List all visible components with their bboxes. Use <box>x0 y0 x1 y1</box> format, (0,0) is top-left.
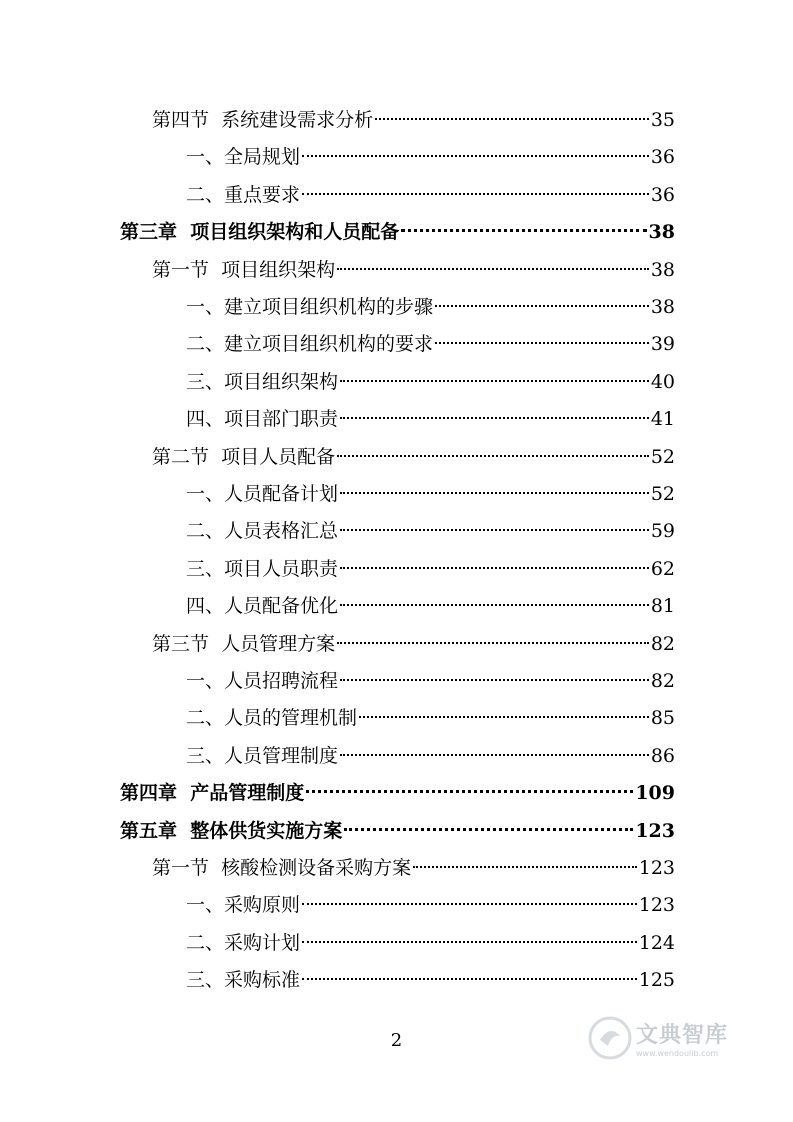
toc-section-entry[interactable] <box>152 105 675 135</box>
toc-entry-page: 86 <box>650 744 675 767</box>
dot-leader <box>340 529 649 531</box>
toc-entry-title: 一、建立项目组织机构的步骤 <box>186 296 434 318</box>
toc-entry-title: 三、项目组织架构 <box>186 370 339 393</box>
toc-entry-page: 62 <box>650 557 675 580</box>
dot-leader <box>340 754 649 756</box>
toc-entry-page: 41 <box>650 408 675 431</box>
toc-entry-title: 第五章 整体供货实施方案 <box>120 819 343 842</box>
toc-entry-title: 二、重点要求 <box>186 183 301 206</box>
toc-entry-title: 第三节 人员管理方案 <box>152 632 336 655</box>
toc-item-entry[interactable] <box>186 479 675 509</box>
toc-item-entry[interactable] <box>186 180 675 210</box>
toc-item-entry[interactable] <box>186 741 675 771</box>
dot-leader <box>435 342 649 344</box>
toc-entry-page: 82 <box>650 670 675 692</box>
dot-leader <box>337 455 649 457</box>
toc-entry-title: 二、采购计划 <box>186 931 301 954</box>
toc-entry-title: 三、采购标准 <box>186 969 301 992</box>
dot-leader <box>359 716 649 718</box>
toc-chapter-entry[interactable] <box>120 217 675 247</box>
toc-entry-page: 123 <box>638 857 675 879</box>
toc-entry-page: 123 <box>638 894 675 917</box>
dot-leader <box>413 866 637 868</box>
toc-item-entry[interactable] <box>186 516 675 546</box>
toc-item-entry[interactable] <box>186 890 675 920</box>
toc-entry-page: 38 <box>650 296 675 318</box>
toc-item-entry[interactable] <box>186 666 675 696</box>
toc-entry-page: 40 <box>650 370 675 393</box>
toc-entry-page: 52 <box>650 483 675 505</box>
dot-leader <box>340 604 649 606</box>
toc-entry-page: 38 <box>650 258 675 281</box>
toc-entry-page: 81 <box>650 595 675 618</box>
toc-item-entry[interactable] <box>186 591 675 621</box>
toc-entry-page: 39 <box>650 333 675 356</box>
dot-leader <box>302 978 637 980</box>
toc-chapter-entry[interactable] <box>120 816 675 846</box>
dot-leader <box>340 567 649 569</box>
toc-entry-page: 38 <box>648 221 675 244</box>
page-number: 2 <box>390 1030 403 1051</box>
toc-entry-title: 第四节 系统建设需求分析 <box>152 109 374 131</box>
dot-leader <box>401 229 646 232</box>
toc-entry-title: 二、建立项目组织机构的要求 <box>186 333 434 356</box>
toc-entry-title: 一、人员配备计划 <box>186 483 339 505</box>
dot-leader <box>337 268 649 270</box>
toc-item-entry[interactable] <box>186 703 675 733</box>
dot-leader <box>337 642 649 644</box>
toc-section-entry[interactable] <box>152 629 675 659</box>
toc-entry-page: 52 <box>650 445 675 468</box>
dot-leader <box>302 155 649 157</box>
toc-entry-title: 第三章 项目组织架构和人员配备 <box>120 221 400 244</box>
toc-item-entry[interactable] <box>186 404 675 434</box>
toc-item-entry[interactable] <box>186 928 675 958</box>
dot-leader <box>435 305 649 307</box>
dot-leader <box>340 679 649 681</box>
toc-entry-page: 85 <box>650 707 675 730</box>
dot-leader <box>340 380 649 382</box>
watermark-name: 文典智库 <box>636 1023 729 1048</box>
toc-entry-title: 三、项目人员职责 <box>186 557 339 580</box>
toc-item-entry[interactable] <box>186 367 675 397</box>
watermark <box>588 1016 728 1060</box>
dot-leader <box>306 790 633 793</box>
toc-entry-page: 35 <box>650 109 675 131</box>
toc-entry-page: 124 <box>638 931 675 954</box>
toc-item-entry[interactable] <box>186 292 675 322</box>
dot-leader <box>340 417 649 419</box>
toc-entry-title: 三、人员管理制度 <box>186 744 339 767</box>
dot-leader <box>340 492 649 494</box>
toc-entry-title: 一、采购原则 <box>186 894 301 917</box>
toc-entry-page: 59 <box>650 520 675 543</box>
toc-entry-page: 109 <box>635 782 675 805</box>
dot-leader <box>302 941 637 943</box>
toc-item-entry[interactable] <box>186 965 675 995</box>
toc-entry-title: 二、人员表格汇总 <box>186 520 339 543</box>
toc-chapter-entry[interactable] <box>120 778 675 808</box>
toc-entry-title: 第四章 产品管理制度 <box>120 782 305 805</box>
toc-entry-title: 二、人员的管理机制 <box>186 707 358 730</box>
toc-item-entry[interactable] <box>186 142 675 172</box>
dot-leader <box>302 903 637 905</box>
toc-entry-page: 36 <box>650 183 675 206</box>
toc-section-entry[interactable] <box>152 442 675 472</box>
toc-section-entry[interactable] <box>152 255 675 285</box>
toc-section-entry[interactable] <box>152 853 675 883</box>
toc-entry-page: 36 <box>650 146 675 169</box>
toc-item-entry[interactable] <box>186 329 675 359</box>
toc-entry-title: 第一节 核酸检测设备采购方案 <box>152 857 412 879</box>
toc-entry-title: 四、人员配备优化 <box>186 595 339 618</box>
toc-entry-page: 125 <box>638 969 675 992</box>
toc-entry-title: 一、全局规划 <box>186 146 301 169</box>
watermark-url: www.wendoulib.com <box>636 1049 719 1058</box>
toc-entry-title: 一、人员招聘流程 <box>186 670 339 692</box>
toc-entry-title: 第二节 项目人员配备 <box>152 445 336 468</box>
dot-leader <box>344 828 633 831</box>
dot-leader <box>375 118 649 120</box>
toc-item-entry[interactable] <box>186 554 675 584</box>
toc-entry-page: 82 <box>650 632 675 655</box>
toc-entry-title: 第一节 项目组织架构 <box>152 258 336 281</box>
toc-entry-title: 四、项目部门职责 <box>186 408 339 431</box>
watermark-logo-icon <box>588 1016 632 1060</box>
toc-entry-page: 123 <box>635 819 675 842</box>
dot-leader <box>302 193 649 195</box>
